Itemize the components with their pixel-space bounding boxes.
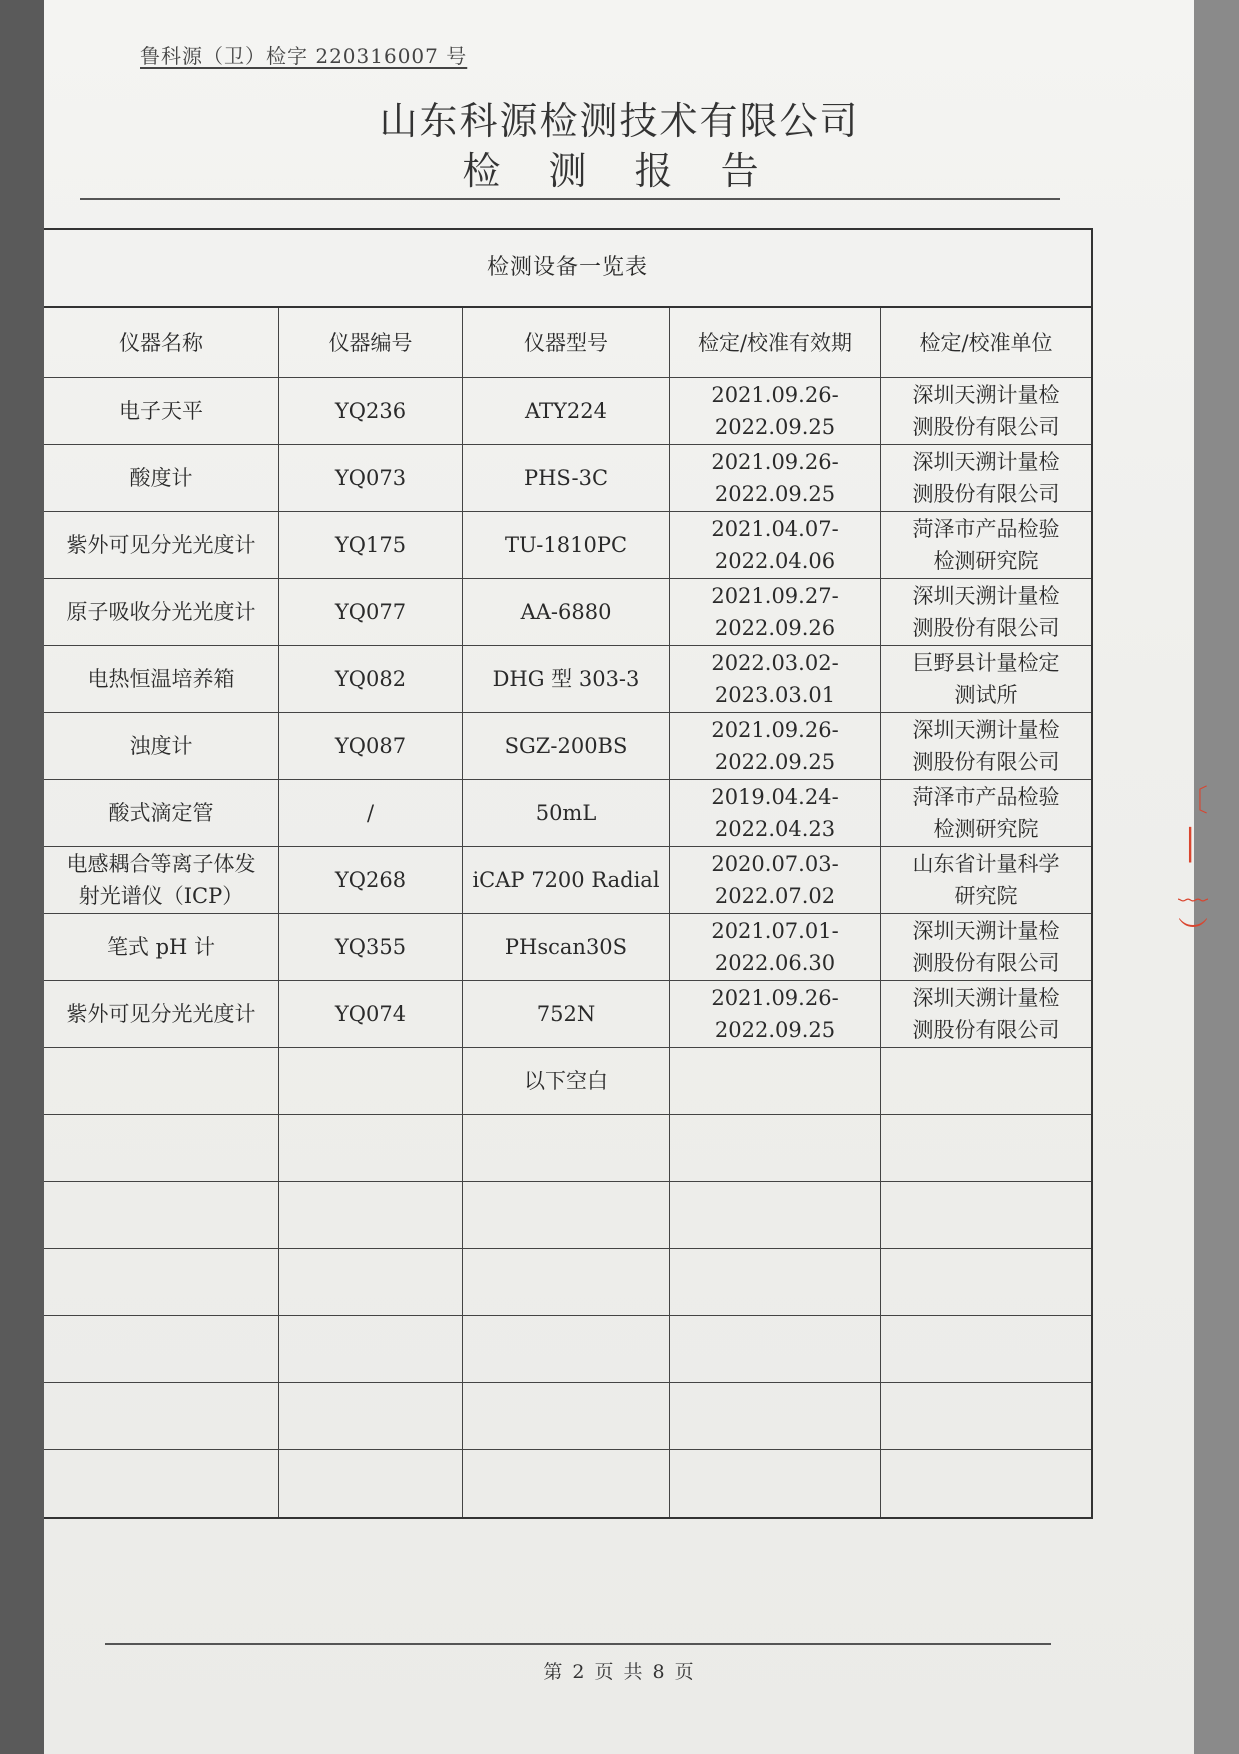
table-body (44, 378, 1091, 1517)
table-row (44, 646, 1091, 713)
calibration-unit-cell: 菏泽市产品检验 检测研究院 (912, 517, 1060, 573)
instrument-id-cell (279, 1048, 463, 1114)
validity-period-cell (670, 1048, 881, 1114)
instrument-name-cell (44, 1182, 279, 1248)
instrument-model-cell (463, 1115, 670, 1181)
instrument-model-cell: SGZ-200BS (463, 713, 670, 779)
validity-period-cell: 2021.07.01- 2022.06.30 (670, 914, 881, 980)
calibration-unit-cell (881, 1115, 1091, 1181)
instrument-id-cell (279, 1115, 463, 1181)
validity-period-cell (670, 1249, 881, 1315)
column-header: 仪器型号 (463, 308, 670, 377)
equipment-table (44, 228, 1093, 1519)
table-row (44, 1383, 1091, 1450)
validity-period-cell: 2022.03.02- 2023.03.01 (670, 646, 881, 712)
calibration-unit-cell (881, 1048, 1091, 1114)
instrument-model-cell (463, 1182, 670, 1248)
header-divider (80, 198, 1060, 200)
instrument-model-cell: 50mL (463, 780, 670, 846)
calibration-unit-cell (881, 1383, 1091, 1449)
validity-period-cell (670, 1450, 881, 1517)
instrument-id-cell: YQ073 (279, 445, 463, 511)
table-row (44, 378, 1091, 445)
validity-period-cell: 2021.09.26- 2022.09.25 (670, 981, 881, 1047)
instrument-id-cell (279, 1450, 463, 1517)
instrument-name-cell (44, 1048, 279, 1114)
instrument-id-cell (279, 1249, 463, 1315)
page-current: 2 (572, 1661, 587, 1683)
validity-period-cell (670, 1316, 881, 1382)
instrument-id-cell: YQ074 (279, 981, 463, 1047)
instrument-name-cell: 笔式 pH 计 (44, 914, 279, 980)
instrument-model-cell: DHG 型 303-3 (463, 646, 670, 712)
instrument-id-cell: YQ175 (279, 512, 463, 578)
footer-divider (105, 1643, 1051, 1645)
column-header: 仪器编号 (279, 308, 463, 377)
validity-period-cell: 2021.04.07- 2022.04.06 (670, 512, 881, 578)
column-header: 检定/校准单位 (919, 330, 1053, 355)
table-row (44, 1316, 1091, 1383)
instrument-id-cell: YQ087 (279, 713, 463, 779)
instrument-model-cell: 以下空白 (463, 1048, 670, 1114)
company-name: 山东科源检测技术有限公司 (379, 99, 860, 143)
table-row (44, 445, 1091, 512)
instrument-name-cell (44, 1115, 279, 1181)
table-row (44, 1450, 1091, 1517)
validity-period-cell: 2021.09.26- 2022.09.25 (670, 445, 881, 511)
instrument-model-cell (463, 1249, 670, 1315)
instrument-name-cell: 原子吸收分光光度计 (44, 579, 279, 645)
red-seal-stamp: 〔 │ ﹏ ︶ (1178, 784, 1208, 951)
instrument-id-cell: YQ236 (279, 378, 463, 444)
calibration-unit-cell: 深圳天溯计量检 测股份有限公司 (912, 718, 1060, 774)
table-row (44, 847, 1091, 914)
instrument-name-cell: 电热恒温培养箱 (44, 646, 279, 712)
instrument-id-cell: YQ077 (279, 579, 463, 645)
instrument-id-cell (279, 1182, 463, 1248)
table-row (44, 1182, 1091, 1249)
instrument-name-cell: 浊度计 (44, 713, 279, 779)
validity-period-cell: 2019.04.24- 2022.04.23 (670, 780, 881, 846)
table-row (44, 1115, 1091, 1182)
instrument-name-cell: 紫外可见分光光度计 (44, 512, 279, 578)
page-number (0, 1657, 1239, 1684)
calibration-unit-cell (881, 1316, 1091, 1382)
instrument-name-cell (44, 1249, 279, 1315)
instrument-model-cell: PHS-3C (463, 445, 670, 511)
table-row (44, 713, 1091, 780)
instrument-name-cell (44, 1383, 279, 1449)
calibration-unit-cell (881, 1182, 1091, 1248)
instrument-id-cell: YQ355 (279, 914, 463, 980)
instrument-model-cell: 752N (463, 981, 670, 1047)
instrument-model-cell (463, 1383, 670, 1449)
instrument-model-cell (463, 1450, 670, 1517)
report-number: 鲁科源（卫）检字 220316007 号 (140, 44, 468, 68)
report-title: 检 测 报 告 (462, 149, 777, 193)
table-row (44, 780, 1091, 847)
instrument-id-cell: YQ082 (279, 646, 463, 712)
instrument-id-cell (279, 1316, 463, 1382)
instrument-model-cell: ATY224 (463, 378, 670, 444)
calibration-unit-cell: 山东省计量科学 研究院 (912, 852, 1060, 908)
page-total: 8 (652, 1661, 667, 1683)
calibration-unit-cell: 深圳天溯计量检 测股份有限公司 (912, 986, 1060, 1042)
table-caption: 检测设备一览表 (44, 230, 1091, 308)
instrument-name-cell: 酸度计 (44, 445, 279, 511)
instrument-model-cell: iCAP 7200 Radial (463, 847, 670, 913)
instrument-model-cell: PHscan30S (463, 914, 670, 980)
column-header: 仪器名称 (44, 308, 279, 377)
table-row (44, 1048, 1091, 1115)
calibration-unit-cell: 深圳天溯计量检 测股份有限公司 (912, 383, 1060, 439)
validity-period-cell: 2021.09.26- 2022.09.25 (670, 378, 881, 444)
instrument-name-cell: 电感耦合等离子体发 射光谱仪（ICP） (44, 847, 279, 913)
calibration-unit-cell: 巨野县计量检定 测试所 (912, 651, 1060, 707)
table-row (44, 981, 1091, 1048)
table-row (44, 1249, 1091, 1316)
instrument-name-cell: 紫外可见分光光度计 (44, 981, 279, 1047)
calibration-unit-cell: 菏泽市产品检验 检测研究院 (912, 785, 1060, 841)
validity-period-cell: 2021.09.27- 2022.09.26 (670, 579, 881, 645)
instrument-model-cell (463, 1316, 670, 1382)
table-row (44, 512, 1091, 579)
calibration-unit-cell (881, 1249, 1091, 1315)
instrument-model-cell: TU-1810PC (463, 512, 670, 578)
calibration-unit-cell: 深圳天溯计量检 测股份有限公司 (912, 584, 1060, 640)
validity-period-cell (670, 1182, 881, 1248)
table-row (44, 914, 1091, 981)
instrument-model-cell: AA-6880 (463, 579, 670, 645)
calibration-unit-cell: 深圳天溯计量检 测股份有限公司 (912, 919, 1060, 975)
page-prefix: 第 (543, 1661, 565, 1683)
column-header: 检定/校准有效期 (670, 308, 881, 377)
table-row (44, 579, 1091, 646)
instrument-id-cell: / (279, 780, 463, 846)
instrument-name-cell (44, 1316, 279, 1382)
instrument-name-cell: 电子天平 (44, 378, 279, 444)
validity-period-cell (670, 1383, 881, 1449)
instrument-name-cell (44, 1450, 279, 1517)
validity-period-cell: 2021.09.26- 2022.09.25 (670, 713, 881, 779)
page-suffix: 页 (674, 1661, 696, 1683)
validity-period-cell (670, 1115, 881, 1181)
validity-period-cell: 2020.07.03- 2022.07.02 (670, 847, 881, 913)
calibration-unit-cell: 深圳天溯计量检 测股份有限公司 (912, 450, 1060, 506)
instrument-name-cell: 酸式滴定管 (44, 780, 279, 846)
instrument-id-cell: YQ268 (279, 847, 463, 913)
page-mid: 页 共 (594, 1661, 645, 1683)
calibration-unit-cell (881, 1450, 1091, 1517)
table-header-row (44, 308, 1091, 378)
instrument-id-cell (279, 1383, 463, 1449)
